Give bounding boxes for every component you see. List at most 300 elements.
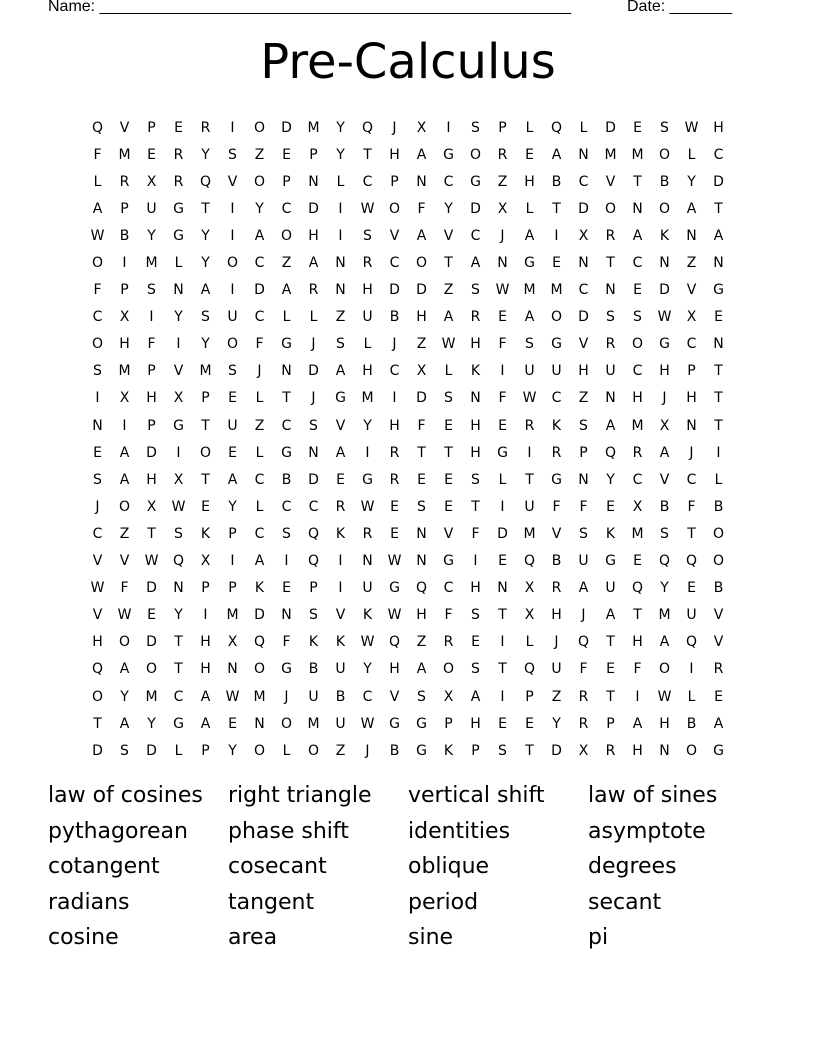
word-list-item: tangent <box>228 889 315 915</box>
grid-letter: U <box>551 661 562 678</box>
grid-letter: W <box>684 119 699 136</box>
grid-letter: B <box>389 309 400 326</box>
grid-letter: Q <box>199 173 212 190</box>
grid-letter: N <box>578 255 589 272</box>
grid-letter: Q <box>631 580 644 597</box>
grid-letter: I <box>338 553 343 570</box>
grid-letter: H <box>686 390 697 407</box>
grid-letter: I <box>338 200 343 217</box>
grid-letter: S <box>444 390 453 407</box>
grid-letter: N <box>659 742 670 759</box>
grid-letter: R <box>389 444 400 461</box>
grid-letter: N <box>686 417 697 434</box>
grid-letter: E <box>525 715 534 732</box>
grid-letter: Y <box>552 715 561 732</box>
grid-letter: N <box>227 661 238 678</box>
grid-letter: E <box>606 498 615 515</box>
grid-letter: R <box>713 661 724 678</box>
grid-letter: S <box>633 309 642 326</box>
grid-letter: X <box>524 580 535 597</box>
grid-letter: U <box>308 688 319 705</box>
grid-letter: M <box>145 688 158 705</box>
grid-letter: W <box>90 580 105 597</box>
grid-letter: G <box>389 715 400 732</box>
grid-letter: C <box>686 336 697 353</box>
grid-letter: H <box>632 742 643 759</box>
grid-letter: H <box>470 580 481 597</box>
grid-letter: V <box>335 417 346 434</box>
grid-letter: Z <box>254 417 265 434</box>
grid-letter: Q <box>388 634 401 651</box>
grid-letter: S <box>660 119 669 136</box>
grid-letter: T <box>363 146 372 163</box>
grid-letter: S <box>579 525 588 542</box>
grid-letter: D <box>497 525 508 542</box>
grid-letter: D <box>146 580 157 597</box>
word-list-item: oblique <box>408 854 490 879</box>
grid-letter: I <box>230 553 235 570</box>
grid-letter: I <box>230 282 235 299</box>
grid-letter: H <box>416 607 427 624</box>
grid-letter: A <box>551 146 562 163</box>
grid-letter: U <box>605 363 616 380</box>
grid-letter: P <box>147 363 156 380</box>
grid-letter: F <box>147 336 156 353</box>
grid-letter: U <box>524 498 535 515</box>
grid-letter: T <box>417 444 426 461</box>
grid-letter: B <box>551 553 562 570</box>
grid-letter: Y <box>687 173 696 190</box>
grid-letter: H <box>200 661 211 678</box>
grid-letter: R <box>173 146 184 163</box>
word-list-item: law of cosines <box>48 783 203 808</box>
grid-letter: C <box>281 200 292 217</box>
grid-letter: M <box>361 390 374 407</box>
grid-letter: N <box>92 417 103 434</box>
grid-letter: M <box>253 688 266 705</box>
grid-letter: Z <box>281 255 292 272</box>
grid-letter: W <box>441 336 456 353</box>
grid-letter: O <box>469 146 482 163</box>
grid-letter: O <box>658 146 671 163</box>
grid-letter: P <box>147 119 156 136</box>
grid-letter: C <box>686 471 697 488</box>
grid-letter: A <box>119 471 130 488</box>
grid-letter: B <box>335 688 346 705</box>
grid-letter: A <box>254 553 265 570</box>
grid-letter: R <box>362 525 373 542</box>
grid-letter: N <box>713 255 724 272</box>
grid-letter: L <box>714 471 723 488</box>
grid-letter: O <box>118 498 131 515</box>
word-list-item: law of sines <box>588 783 718 808</box>
word-list-item: identities <box>408 818 511 844</box>
grid-letter: J <box>554 634 559 651</box>
grid-letter: P <box>606 715 615 732</box>
grid-letter: U <box>146 200 157 217</box>
grid-letter: C <box>470 227 481 244</box>
grid-letter: M <box>658 607 671 624</box>
grid-row <box>84 548 732 575</box>
grid-letter: G <box>659 336 670 353</box>
grid-letter: E <box>228 390 237 407</box>
word-list-item: secant <box>588 889 662 915</box>
grid-letter: L <box>93 173 102 190</box>
grid-letter: C <box>632 363 643 380</box>
grid-letter: I <box>500 634 505 651</box>
grid-letter: V <box>389 227 400 244</box>
grid-letter: G <box>173 417 184 434</box>
grid-letter: Y <box>201 336 210 353</box>
grid-letter: R <box>308 282 319 299</box>
grid-letter: P <box>120 282 129 299</box>
grid-letter: O <box>685 742 698 759</box>
grid-letter: P <box>120 200 129 217</box>
grid-letter: H <box>632 634 643 651</box>
grid-letter: H <box>551 607 562 624</box>
grid-row <box>84 710 732 737</box>
grid-letter: M <box>145 255 158 272</box>
grid-letter: H <box>200 634 211 651</box>
grid-letter: S <box>525 336 534 353</box>
grid-letter: W <box>657 309 672 326</box>
grid-letter: S <box>174 525 183 542</box>
grid-letter: Z <box>335 742 346 759</box>
grid-letter: A <box>686 200 697 217</box>
grid-letter: A <box>281 282 292 299</box>
grid-letter: B <box>281 471 292 488</box>
grid-letter: L <box>687 688 696 705</box>
grid-row <box>84 114 732 141</box>
grid-letter: O <box>712 525 725 542</box>
grid-letter: I <box>149 309 154 326</box>
grid-letter: R <box>389 471 400 488</box>
word-list-item: cosecant <box>228 854 327 879</box>
grid-letter: I <box>500 498 505 515</box>
grid-letter: F <box>255 336 264 353</box>
grid-letter: R <box>524 417 535 434</box>
grid-letter: T <box>687 525 696 542</box>
grid-letter: H <box>362 363 373 380</box>
grid-letter: E <box>633 119 642 136</box>
grid-letter: H <box>470 715 481 732</box>
grid-letter: E <box>714 309 723 326</box>
grid-letter: C <box>389 255 400 272</box>
grid-letter: A <box>632 227 643 244</box>
grid-letter: C <box>92 309 103 326</box>
word-list-item: area <box>228 925 278 950</box>
grid-letter: G <box>443 553 454 570</box>
grid-letter: Z <box>416 634 427 651</box>
grid-letter: Y <box>147 715 156 732</box>
grid-letter: Y <box>174 607 183 624</box>
grid-letter: A <box>470 688 481 705</box>
grid-letter: F <box>93 146 102 163</box>
grid-letter: E <box>633 282 642 299</box>
grid-letter: M <box>523 282 536 299</box>
grid-letter: Y <box>363 661 372 678</box>
grid-letter: E <box>498 553 507 570</box>
grid-letter: E <box>147 607 156 624</box>
grid-letter: L <box>498 471 507 488</box>
grid-letter: A <box>92 200 103 217</box>
grid-letter: T <box>471 498 480 515</box>
grid-letter: D <box>146 742 157 759</box>
grid-letter: X <box>524 607 535 624</box>
grid-letter: F <box>282 634 291 651</box>
grid-letter: Y <box>336 146 345 163</box>
grid-letter: A <box>524 227 535 244</box>
grid-letter: N <box>416 525 427 542</box>
grid-letter: C <box>713 146 724 163</box>
grid-letter: T <box>444 444 453 461</box>
grid-letter: N <box>308 173 319 190</box>
grid-letter: M <box>118 146 131 163</box>
grid-row <box>84 331 732 358</box>
word-list-item: phase shift <box>228 818 349 844</box>
grid-letter: N <box>470 390 481 407</box>
grid-letter: I <box>635 688 640 705</box>
grid-letter: L <box>255 390 264 407</box>
grid-letter: N <box>254 715 265 732</box>
grid-letter: A <box>416 146 427 163</box>
grid-letter: W <box>117 607 132 624</box>
grid-letter: D <box>281 119 292 136</box>
grid-letter: X <box>659 417 670 434</box>
grid-letter: I <box>716 444 721 461</box>
grid-letter: G <box>173 200 184 217</box>
grid-letter: J <box>311 390 316 407</box>
grid-letter: K <box>308 634 319 651</box>
word-list-item: asymptote <box>588 818 706 844</box>
grid-letter: M <box>523 525 536 542</box>
grid-letter: S <box>93 363 102 380</box>
grid-letter: T <box>606 634 615 651</box>
grid-letter: O <box>658 661 671 678</box>
grid-letter: I <box>473 553 478 570</box>
grid-letter: E <box>390 498 399 515</box>
grid-letter: L <box>579 119 588 136</box>
grid-letter: M <box>307 715 320 732</box>
grid-letter: Y <box>201 255 210 272</box>
grid-letter: A <box>632 715 643 732</box>
grid-letter: U <box>227 309 238 326</box>
grid-letter: X <box>443 688 454 705</box>
grid-letter: L <box>282 742 291 759</box>
grid-letter: S <box>471 471 480 488</box>
grid-letter: X <box>416 363 427 380</box>
grid-letter: C <box>632 471 643 488</box>
grid-letter: P <box>201 580 210 597</box>
grid-letter: Y <box>444 200 453 217</box>
grid-row <box>84 141 732 168</box>
grid-letter: R <box>605 227 616 244</box>
grid-letter: A <box>200 282 211 299</box>
grid-letter: T <box>147 525 156 542</box>
grid-letter: U <box>605 580 616 597</box>
grid-letter: H <box>659 715 670 732</box>
grid-letter: X <box>146 498 157 515</box>
grid-letter: A <box>605 417 616 434</box>
grid-letter: Z <box>443 282 454 299</box>
grid-letter: L <box>525 200 534 217</box>
grid-letter: G <box>551 471 562 488</box>
grid-letter: N <box>281 607 292 624</box>
grid-letter: A <box>119 444 130 461</box>
grid-letter: K <box>659 227 670 244</box>
grid-letter: S <box>471 607 480 624</box>
grid-letter: X <box>119 309 130 326</box>
grid-letter: D <box>254 607 265 624</box>
grid-letter: N <box>578 146 589 163</box>
grid-letter: E <box>147 146 156 163</box>
grid-letter: N <box>659 255 670 272</box>
grid-letter: E <box>498 715 507 732</box>
grid-letter: F <box>417 200 426 217</box>
grid-letter: W <box>657 688 672 705</box>
grid-letter: I <box>338 227 343 244</box>
grid-letter: N <box>335 282 346 299</box>
grid-letter: H <box>389 146 400 163</box>
grid-letter: U <box>524 363 535 380</box>
grid-letter: Y <box>228 742 237 759</box>
grid-letter: D <box>659 282 670 299</box>
grid-letter: U <box>362 309 373 326</box>
grid-letter: Q <box>361 119 374 136</box>
grid-letter: A <box>713 715 724 732</box>
grid-letter: P <box>201 390 210 407</box>
grid-letter: T <box>201 471 210 488</box>
grid-letter: A <box>119 661 130 678</box>
grid-letter: Z <box>551 688 562 705</box>
grid-letter: Q <box>658 553 671 570</box>
grid-letter: I <box>122 255 127 272</box>
grid-letter: T <box>633 173 642 190</box>
grid-letter: H <box>389 661 400 678</box>
grid-letter: V <box>119 553 130 570</box>
grid-letter: Y <box>606 471 615 488</box>
grid-letter: L <box>174 742 183 759</box>
grid-letter: N <box>416 553 427 570</box>
letter-grid <box>84 114 732 764</box>
grid-letter: T <box>714 390 723 407</box>
grid-letter: S <box>417 688 426 705</box>
grid-row <box>84 656 732 683</box>
grid-row <box>84 249 732 276</box>
grid-letter: L <box>687 146 696 163</box>
grid-letter: R <box>551 444 562 461</box>
grid-letter: S <box>228 363 237 380</box>
word-list-item: cosine <box>48 925 119 950</box>
grid-letter: D <box>92 742 103 759</box>
grid-letter: C <box>173 688 184 705</box>
grid-letter: A <box>605 607 616 624</box>
grid-letter: J <box>392 119 397 136</box>
grid-letter: K <box>470 363 481 380</box>
grid-letter: H <box>146 471 157 488</box>
grid-letter: P <box>309 146 318 163</box>
grid-letter: L <box>174 255 183 272</box>
grid-letter: C <box>389 363 400 380</box>
grid-letter: J <box>392 336 397 353</box>
grid-row <box>84 168 732 195</box>
grid-letter: D <box>416 282 427 299</box>
grid-letter: O <box>145 661 158 678</box>
grid-letter: R <box>173 173 184 190</box>
grid-row <box>84 629 732 656</box>
grid-letter: B <box>659 173 670 190</box>
grid-letter: N <box>335 255 346 272</box>
grid-letter: H <box>470 444 481 461</box>
grid-letter: M <box>307 119 320 136</box>
grid-letter: Q <box>550 119 563 136</box>
grid-letter: J <box>581 607 586 624</box>
grid-letter: P <box>498 119 507 136</box>
grid-letter: G <box>389 580 400 597</box>
grid-letter: T <box>282 390 291 407</box>
grid-letter: G <box>470 173 481 190</box>
grid-letter: C <box>254 309 265 326</box>
grid-letter: I <box>365 444 370 461</box>
grid-letter: E <box>174 119 183 136</box>
grid-letter: T <box>174 634 183 651</box>
grid-letter: P <box>282 173 291 190</box>
grid-letter: E <box>417 471 426 488</box>
grid-letter: S <box>660 525 669 542</box>
grid-letter: T <box>552 200 561 217</box>
grid-letter: F <box>120 580 129 597</box>
grid-letter: L <box>525 634 534 651</box>
grid-letter: M <box>631 525 644 542</box>
grid-row <box>84 493 732 520</box>
grid-letter: O <box>280 715 293 732</box>
grid-letter: F <box>579 498 588 515</box>
grid-letter: E <box>606 661 615 678</box>
grid-letter: J <box>662 390 667 407</box>
word-list-item: vertical shift <box>408 783 545 808</box>
grid-letter: F <box>444 607 453 624</box>
grid-letter: O <box>442 661 455 678</box>
grid-letter: K <box>443 742 454 759</box>
grid-letter: D <box>146 444 157 461</box>
grid-letter: S <box>120 742 129 759</box>
grid-letter: A <box>200 688 211 705</box>
grid-letter: Y <box>174 309 183 326</box>
date-field-label: Date: _______ <box>627 0 732 15</box>
grid-letter: A <box>119 715 130 732</box>
grid-letter: W <box>171 498 186 515</box>
word-list-item: cotangent <box>48 854 160 879</box>
grid-letter: E <box>444 417 453 434</box>
grid-letter: X <box>173 390 184 407</box>
grid-letter: G <box>335 390 346 407</box>
grid-letter: E <box>228 715 237 732</box>
grid-letter: K <box>362 607 373 624</box>
grid-letter: T <box>633 607 642 624</box>
grid-letter: H <box>389 417 400 434</box>
grid-letter: H <box>362 282 373 299</box>
grid-letter: N <box>632 200 643 217</box>
grid-letter: D <box>713 173 724 190</box>
grid-letter: X <box>227 634 238 651</box>
grid-letter: V <box>443 227 454 244</box>
grid-letter: C <box>551 390 562 407</box>
grid-letter: L <box>282 309 291 326</box>
grid-letter: V <box>713 634 724 651</box>
grid-letter: X <box>578 742 589 759</box>
grid-letter: N <box>362 553 373 570</box>
grid-letter: Q <box>253 634 266 651</box>
